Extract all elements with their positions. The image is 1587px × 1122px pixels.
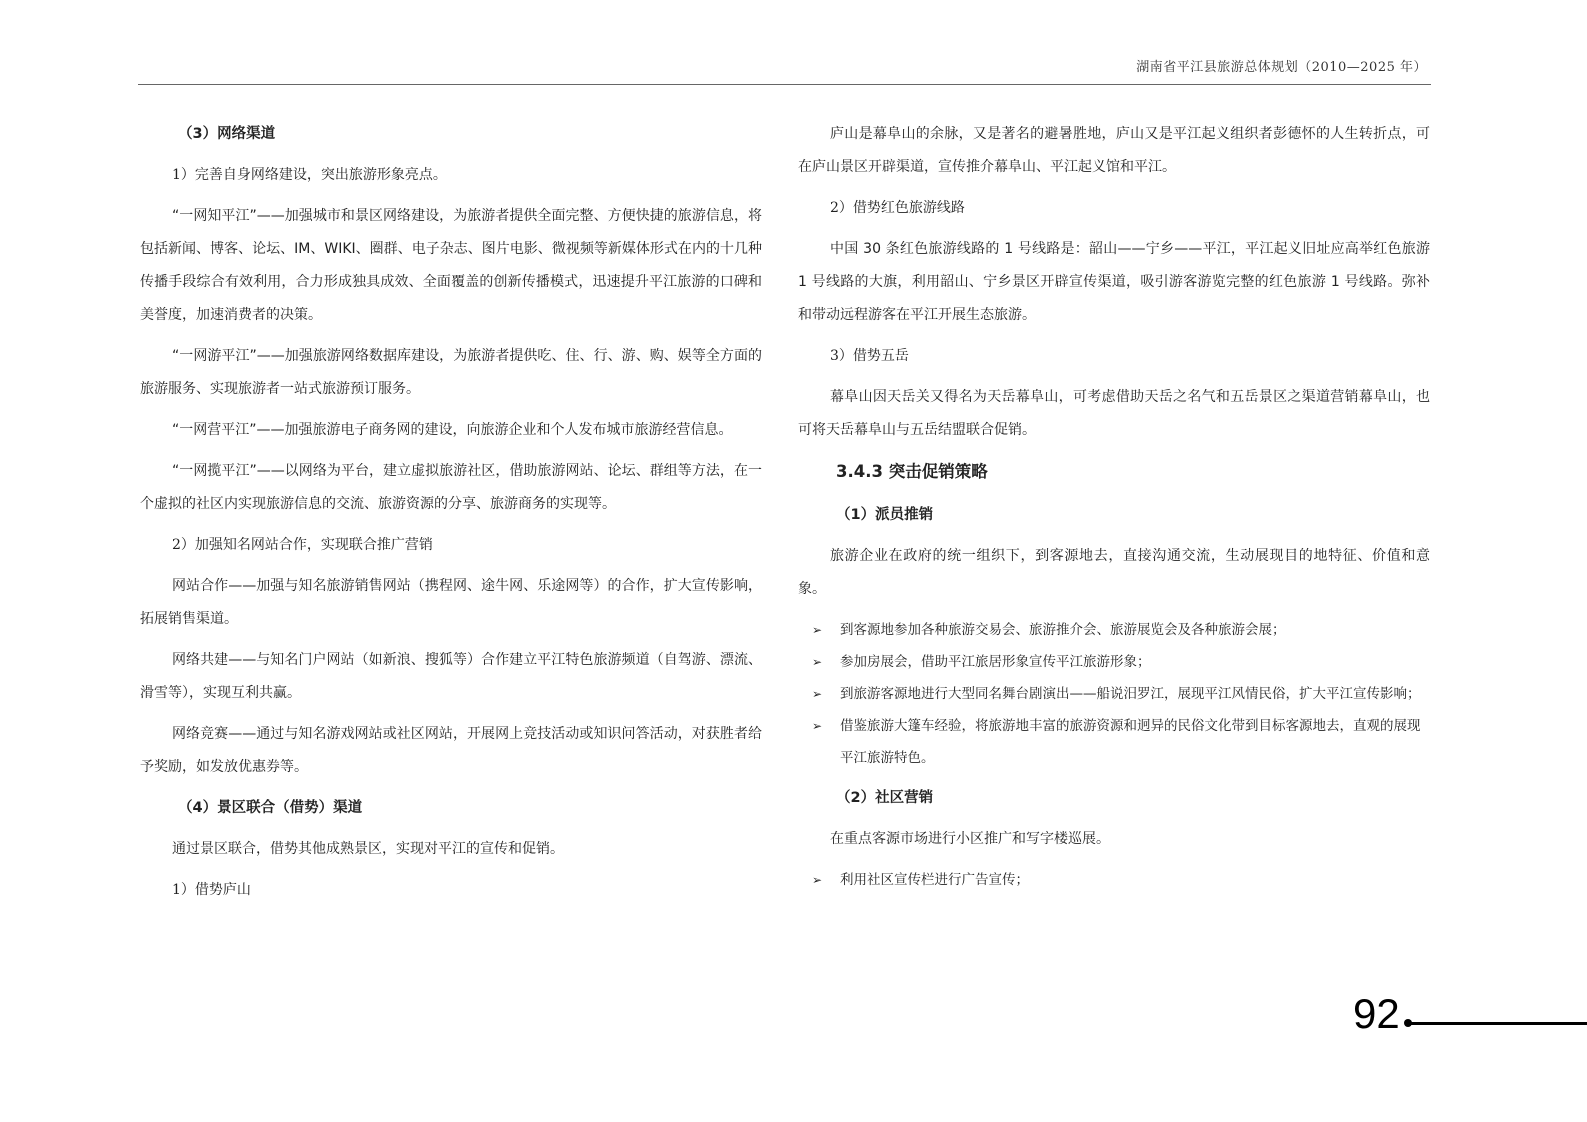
paragraph-network-co-build: 网络共建——与知名门户网站（如新浪、搜狐等）合作建立平江特色旅游频道（自驾游、漂流、滑雪等），实现互利共赢。 — [140, 652, 762, 701]
left-column — [140, 118, 762, 915]
paragraph-community-marketing: 在重点客源市场进行小区推广和写字楼巡展。 — [830, 831, 1110, 847]
page-number-rule — [1408, 1022, 1587, 1025]
subheading-red-tourism: 2）借势红色旅游线路 — [830, 200, 965, 216]
list-item: ➢ 到旅游客源地进行大型同名舞台剧演出——船说汨罗江，展现平江风情民俗，扩大平江宣传影响； — [798, 678, 1430, 710]
section-heading-promotion-strategy: 3.4.3 突击促销策略 — [836, 462, 988, 481]
paragraph-lushan: 庐山是幕阜山的余脉，又是著名的避暑胜地，庐山又是平江起义组织者彭德怀的人生转折点，可在庐山景区开辟渠道，宣传推介幕阜山、平江起义馆和平江。 — [798, 126, 1430, 175]
arrow-bullet-icon: ➢ — [812, 873, 823, 887]
header-divider — [138, 84, 1431, 85]
paragraph-scenic-alliance: 通过景区联合，借势其他成熟景区，实现对平江的宣传和促销。 — [172, 841, 564, 857]
paragraph-website-cooperation: 网站合作——加强与知名旅游销售网站（携程网、途牛网、乐途网等）的合作，扩大宣传影响，拓展销售渠道。 — [140, 578, 762, 627]
section-heading-community-marketing: （2）社区营销 — [836, 790, 934, 806]
paragraph-staff-promotion: 旅游企业在政府的统一组织下，到客源地去，直接沟通交流，生动展现目的地特征、价值和意象。 — [798, 548, 1430, 597]
subheading-lushan: 1）借势庐山 — [172, 882, 251, 898]
arrow-bullet-icon: ➢ — [812, 719, 823, 733]
bullet-list-staff-promotion — [798, 614, 1430, 774]
paragraph-yiwang-ying: “一网营平江”——加强旅游电子商务网的建设，向旅游企业和个人发布城市旅游经营信息。 — [172, 422, 733, 438]
page-number: 92 — [1353, 990, 1400, 1037]
paragraph-yiwang-lan: “一网揽平江”——以网络为平台，建立虚拟旅游社区，借助旅游网站、论坛、群组等方法，在一个虚拟的社区内实现旅游信息的交流、旅游资源的分享、旅游商务的实现等。 — [140, 463, 762, 512]
document-header-title: 湖南省平江县旅游总体规划（2010—2025 年） — [1136, 60, 1427, 75]
arrow-bullet-icon: ➢ — [812, 687, 823, 701]
paragraph-yiwang-you: “一网游平江”——加强旅游网络数据库建设，为旅游者提供吃、住、行、游、购、娱等全方面的旅游服务、实现旅游者一站式旅游预订服务。 — [140, 348, 762, 397]
paragraph-red-tourism: 中国 30 条红色旅游线路的 1 号线路是：韶山——宁乡——平江，平江起义旧址应高举红色旅游 1 号线路的大旗，利用韶山、宁乡景区开辟宣传渠道，吸引游客游览完整的红色旅游 1 号线路。弥补和带动远程游客在平江开展生态旅游。 — [798, 241, 1430, 323]
bullet-list-community — [798, 864, 1430, 896]
subheading-five-mountains: 3）借势五岳 — [830, 348, 909, 364]
list-item: ➢ 利用社区宣传栏进行广告宣传； — [798, 864, 1430, 896]
right-column — [798, 118, 1430, 904]
arrow-bullet-icon: ➢ — [812, 655, 823, 669]
subheading-website-cooperation: 2）加强知名网站合作，实现联合推广营销 — [172, 537, 433, 553]
section-heading-staff-promotion: （1）派员推销 — [836, 507, 934, 523]
section-heading-network-channels: （3）网络渠道 — [178, 126, 276, 142]
subheading-own-network: 1）完善自身网络建设，突出旅游形象亮点。 — [172, 167, 447, 183]
list-item: ➢ 参加房展会，借助平江旅居形象宣传平江旅游形象； — [798, 646, 1430, 678]
paragraph-network-contest: 网络竞赛——通过与知名游戏网站或社区网站，开展网上竞技活动或知识问答活动，对获胜者给予奖励，如发放优惠券等。 — [140, 726, 762, 775]
list-item: ➢ 借鉴旅游大篷车经验，将旅游地丰富的旅游资源和迥异的民俗文化带到目标客源地去，直观的展现平江旅游特色。 — [798, 710, 1430, 774]
list-item: ➢ 到客源地参加各种旅游交易会、旅游推介会、旅游展览会及各种旅游会展； — [798, 614, 1430, 646]
paragraph-five-mountains: 幕阜山因天岳关又得名为天岳幕阜山，可考虑借助天岳之名气和五岳景区之渠道营销幕阜山，也可将天岳幕阜山与五岳结盟联合促销。 — [798, 389, 1430, 438]
arrow-bullet-icon: ➢ — [812, 623, 823, 637]
section-heading-scenic-alliance: （4）景区联合（借势）渠道 — [178, 800, 363, 816]
paragraph-yiwang-zhi: “一网知平江”——加强城市和景区网络建设，为旅游者提供全面完整、方便快捷的旅游信息，将包括新闻、博客、论坛、IM、WIKI、圈群、电子杂志、图片电影、微视频等新媒体形式在内的十几种传播手段综合有效利用，合力形成独具成效、全面覆盖的创新传播模式，迅速提升平江旅游的口碑和美誉度，加速消费者的决策。 — [140, 208, 762, 323]
